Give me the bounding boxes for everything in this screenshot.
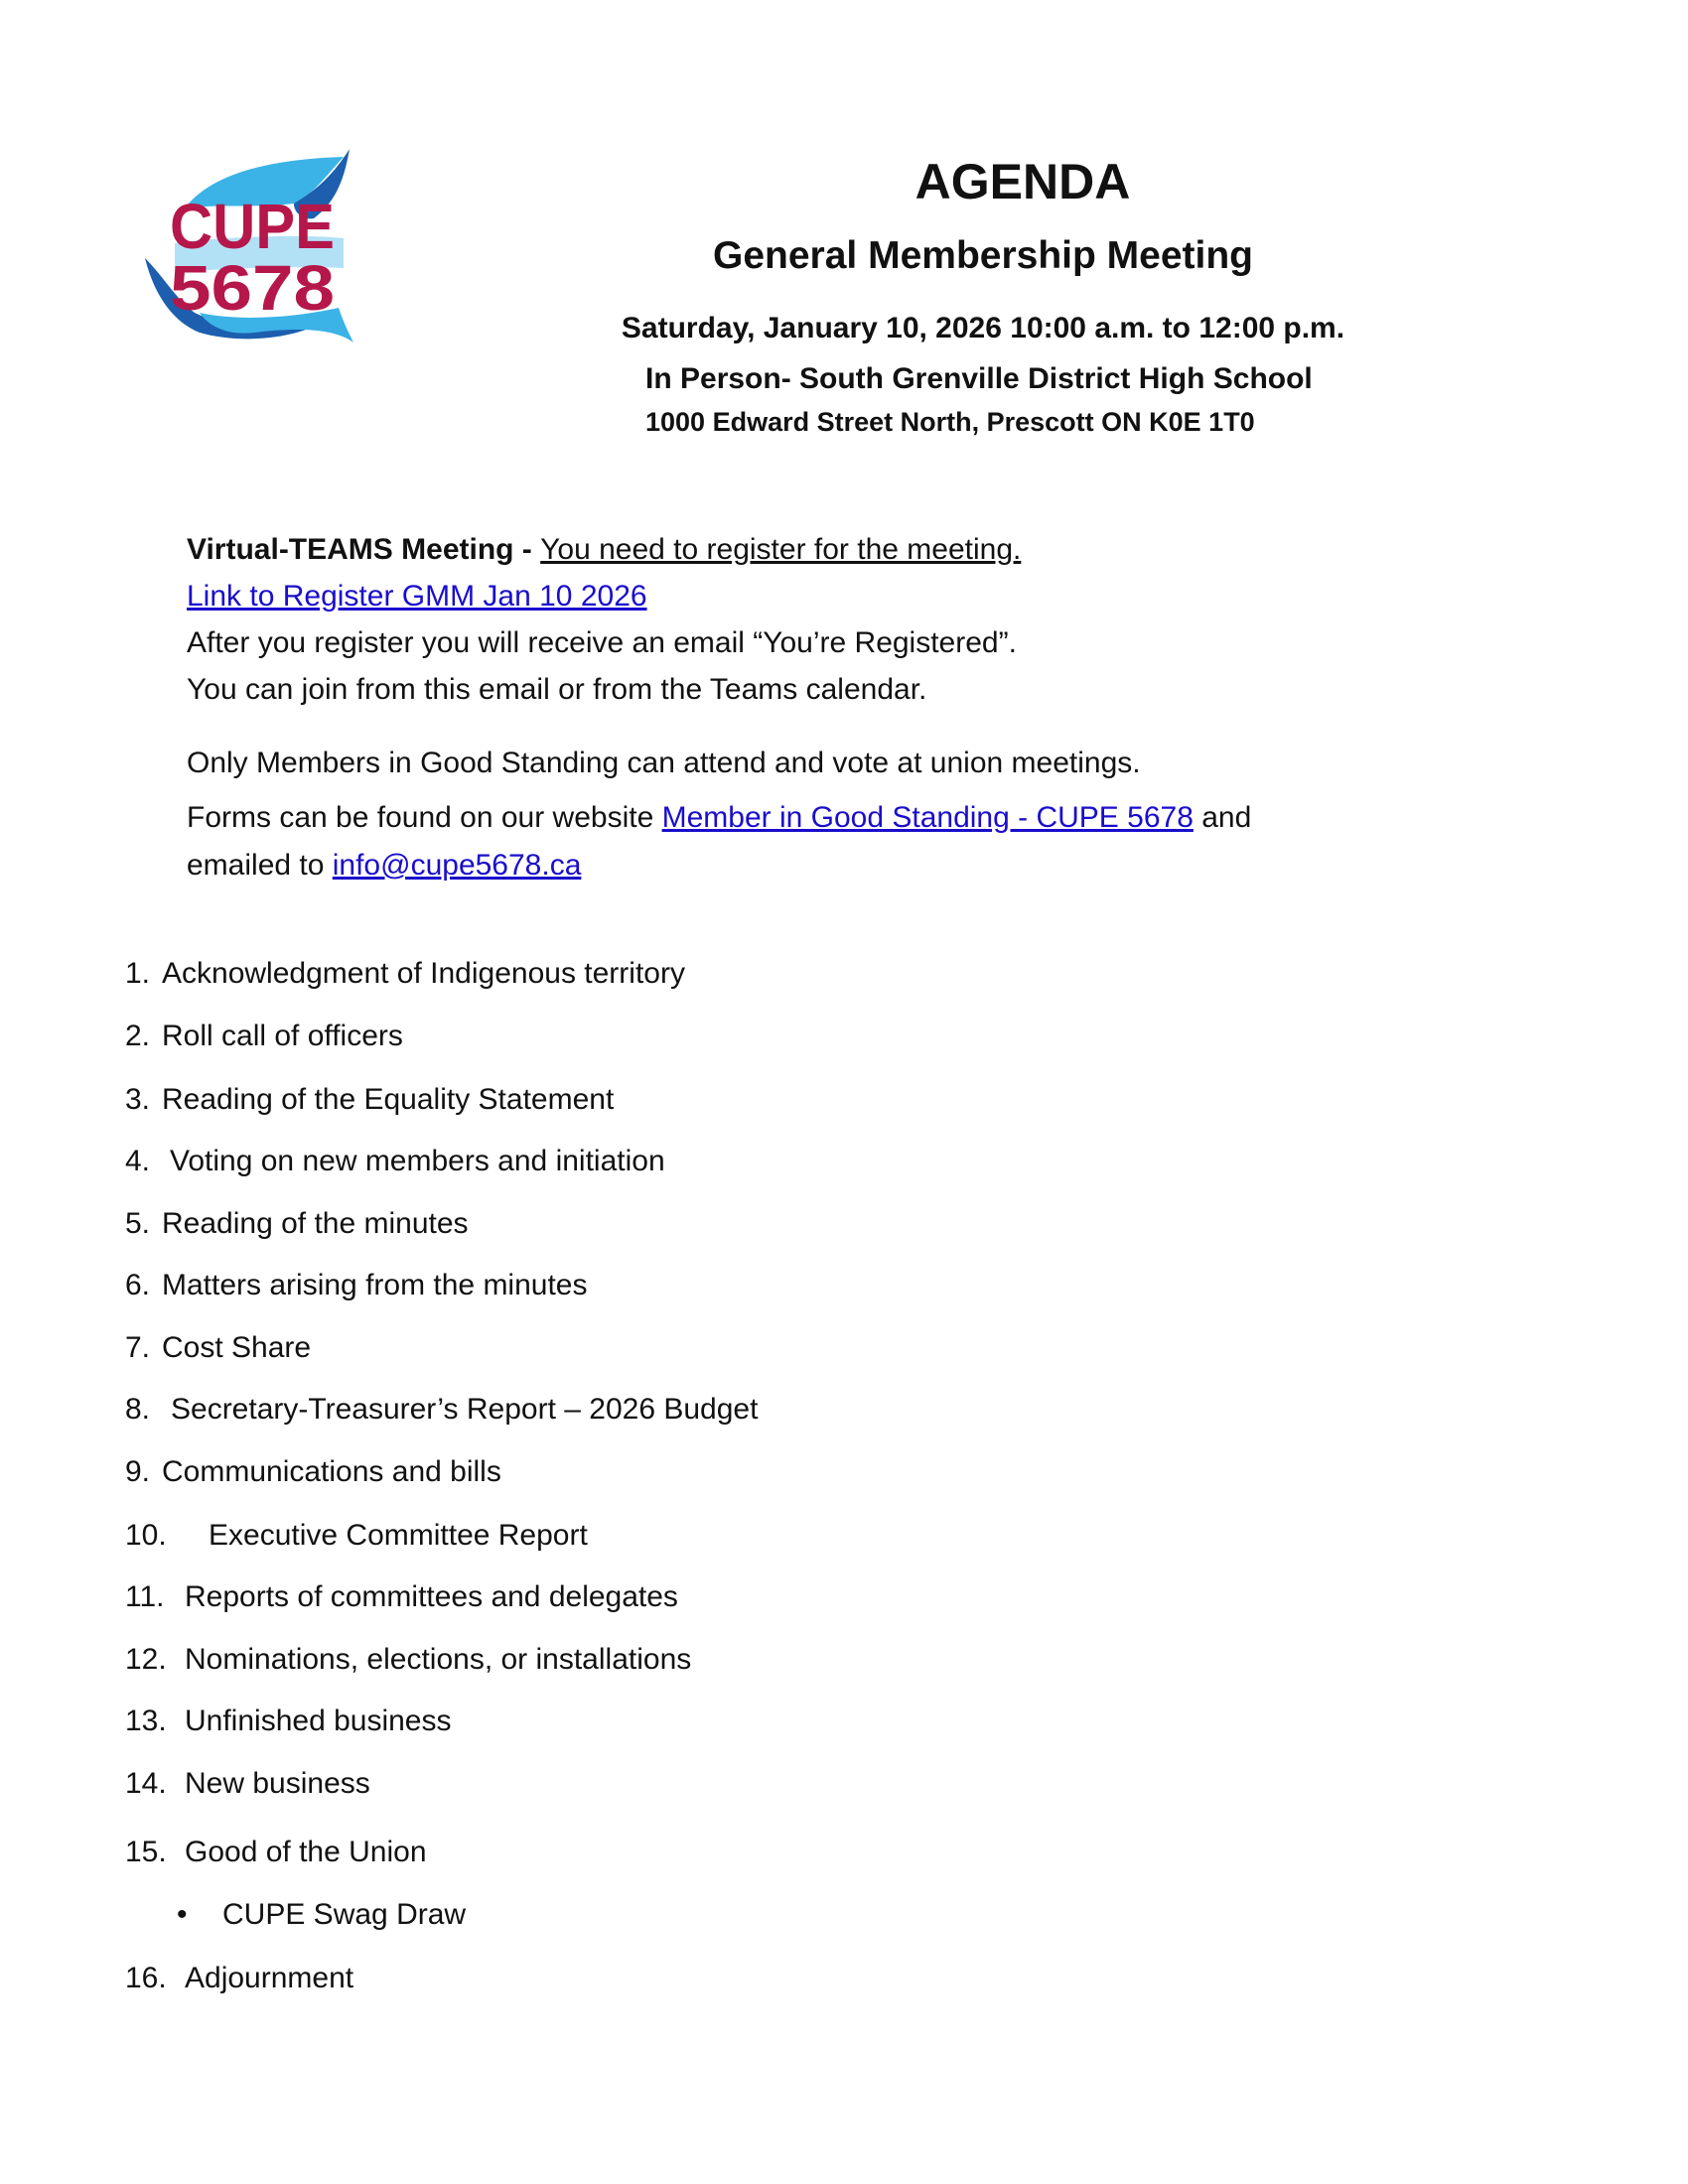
agenda-item-text: Reading of the minutes: [162, 1207, 469, 1240]
register-link-line: [187, 580, 647, 614]
join-info-text: You can join from this email or from the Teams calendar.: [187, 673, 927, 706]
agenda-item-number: 15.: [125, 1836, 167, 1868]
meeting-location: In Person- South Grenville District High School: [645, 362, 1313, 395]
agenda-item-text: New business: [185, 1767, 370, 1800]
logo-line2: 5678: [170, 252, 335, 324]
agenda-item-number: 10.: [125, 1519, 167, 1552]
cupe-5678-logo: [145, 149, 357, 347]
agenda-item-number: 11.: [125, 1580, 165, 1613]
meeting-datetime: Saturday, January 10, 2026 10:00 a.m. to 12:00 p.m.: [621, 312, 1345, 344]
agenda-item-text: Good of the Union: [185, 1836, 427, 1868]
agenda-item-text: Matters arising from the minutes: [162, 1269, 588, 1301]
virtual-meeting-label: Virtual-TEAMS Meeting -: [187, 533, 541, 566]
agenda-item-text: Communications and bills: [162, 1455, 501, 1488]
agenda-item-number: 13.: [125, 1705, 167, 1737]
agenda-item-number: 7.: [125, 1331, 151, 1364]
after-register-text: After you register you will receive an email “You’re Registered”.: [187, 626, 1017, 659]
page-title: AGENDA: [914, 154, 1131, 209]
good-standing-link[interactable]: Member in Good Standing - CUPE 5678: [661, 801, 1194, 834]
agenda-item-number: 2.: [125, 1020, 151, 1052]
agenda-item-number: 4.: [125, 1145, 151, 1177]
forms-line: [187, 801, 1251, 835]
good-standing-notice: Only Members in Good Standing can attend and vote at union meetings.: [187, 747, 1141, 779]
bullet-icon: •: [177, 1898, 188, 1931]
agenda-item-text: Executive Committee Report: [209, 1519, 588, 1552]
meeting-subtitle: General Membership Meeting: [713, 234, 1253, 277]
emailed-line: [187, 849, 581, 883]
logo-line1: CUPE: [170, 191, 335, 262]
emailed-prefix: emailed to: [187, 849, 333, 882]
agenda-item-text: Adjournment: [185, 1962, 354, 1994]
forms-prefix: Forms can be found on our website: [187, 801, 662, 834]
forms-suffix: and: [1193, 801, 1252, 834]
agenda-item-text: Secretary-Treasurer’s Report – 2026 Budget: [171, 1393, 759, 1426]
agenda-item-number: 3.: [125, 1083, 151, 1116]
logo-graphic: [145, 149, 357, 347]
agenda-item-text: Nominations, elections, or installations: [185, 1643, 692, 1676]
meeting-address: 1000 Edward Street North, Prescott ON K0E 1T0: [645, 407, 1255, 437]
agenda-item-text: Reading of the Equality Statement: [162, 1083, 615, 1116]
register-note: You need to register for the meeting.: [540, 533, 1022, 566]
agenda-item-text: Reports of committees and delegates: [185, 1580, 678, 1613]
agenda-item-number: 8.: [125, 1393, 151, 1426]
register-link[interactable]: Link to Register GMM Jan 10 2026: [187, 580, 647, 613]
agenda-item-text: Unfinished business: [185, 1705, 452, 1737]
agenda-item-number: 16.: [125, 1962, 167, 1994]
agenda-item-number: 12.: [125, 1643, 167, 1676]
agenda-item-text: Acknowledgment of Indigenous territory: [162, 957, 685, 990]
agenda-sub-item-text: CUPE Swag Draw: [222, 1898, 467, 1931]
agenda-item-text: Cost Share: [162, 1331, 312, 1364]
agenda-item-number: 6.: [125, 1269, 151, 1301]
agenda-item-number: 5.: [125, 1207, 151, 1240]
agenda-item-number: 9.: [125, 1455, 151, 1488]
agenda-item-number: 1.: [125, 957, 151, 990]
agenda-item-text: Roll call of officers: [162, 1020, 403, 1052]
email-link[interactable]: info@cupe5678.ca: [332, 849, 582, 882]
agenda-item-number: 14.: [125, 1767, 167, 1800]
agenda-item-text: Voting on new members and initiation: [170, 1145, 665, 1177]
virtual-meeting-line: [187, 533, 1021, 567]
